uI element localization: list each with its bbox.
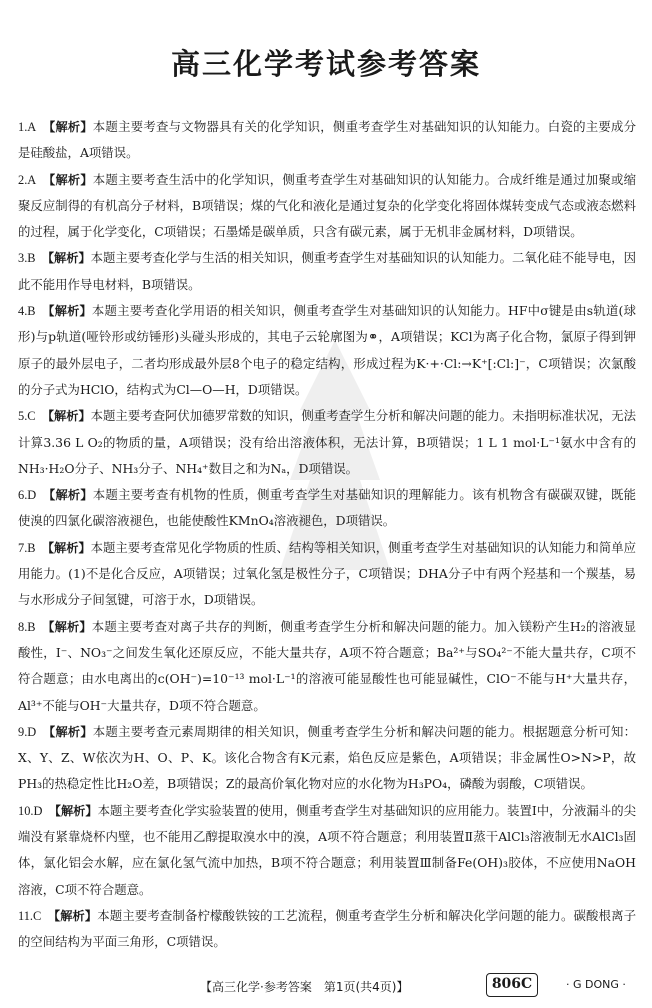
analysis-tag: 【解析】 bbox=[47, 409, 91, 424]
answer-text: 本题主要考查与文物器具有关的化学知识，侧重考查学生对基础知识的认知能力。白瓷的主要成分是硅酸盐，A项错误。 bbox=[18, 119, 637, 161]
answer-number: 11.C bbox=[18, 908, 42, 923]
answer-text: 本题主要考查元素周期律的相关知识，侧重考查学生分析和解决问题的能力。根据题意分析可知：X、Y、Z、W依次为H、O、P、K。该化合物含有K元素，焰色反应是紫色，A项错误；非金属性O>N>P，故PH₃的热稳定性比H₂O差，B项错误；Z的最高价氧化物对应的水化物为H₃PO₄，磷酸为弱酸，C项错误。 bbox=[18, 723, 637, 792]
answer-item bbox=[18, 535, 636, 614]
answer-number: 10.D bbox=[18, 803, 43, 818]
answer-text: 本题主要考查有机物的性质，侧重考查学生对基础知识的理解能力。该有机物含有碳碳双键，既能使溴的四氯化碳溶液褪色，也能使酸性KMnO₄溶液褪色，D项错误。 bbox=[18, 487, 637, 529]
analysis-tag: 【解析】 bbox=[49, 724, 93, 739]
answer-text: 本题主要考查对离子共存的判断，侧重考查学生分析和解决问题的能力。加入镁粉产生H₂的溶液显酸性，I⁻、NO₃⁻之间发生氧化还原反应，不能大量共存，A项不符合题意；Ba²⁺与SO₄²⁻不能大量共存，C项不符合题意；由水电离出的c(OH⁻)=10⁻¹³ mol·L⁻¹的溶液可能显酸性也可能显碱性，ClO⁻不能与H⁺大量共存，Al³⁺不能与OH⁻大量共存，D项不符合题意。 bbox=[18, 618, 636, 713]
answer-list bbox=[18, 114, 636, 956]
page-title: 高三化学考试参考答案 bbox=[170, 47, 481, 81]
answer-number: 3.B bbox=[18, 251, 36, 266]
answer-text: 本题主要考查制备柠檬酸铁铵的工艺流程，侧重考查学生分析和解决化学问题的能力。碳酸根离子的空间结构为平面三角形，C项错误。 bbox=[18, 907, 637, 950]
answer-number: 6.D bbox=[18, 488, 37, 503]
answer-item bbox=[18, 903, 636, 956]
analysis-tag: 【解析】 bbox=[47, 251, 91, 266]
answer-number: 9.D bbox=[18, 724, 37, 739]
footer-brand: · G DONG · bbox=[566, 978, 626, 991]
answer-item bbox=[18, 614, 636, 719]
answer-number: 1.A bbox=[18, 120, 37, 134]
analysis-tag: 【解析】 bbox=[48, 619, 92, 634]
page-footer bbox=[0, 970, 652, 1000]
answer-text: 本题主要考查阿伏加德罗常数的知识，侧重考查学生分析和解决问题的能力。未指明标准状况，无法计算3.36 L O₂的物质的量，A项错误；没有给出溶液体积，无法计算，B项错误；1 L 1 mol·L⁻¹氨水中含有的NH₃·H₂O分子、NH₃分子、NH₄⁺数目之和为Nₐ，D项错误。 bbox=[18, 408, 637, 476]
answer-item bbox=[18, 167, 636, 246]
answer-text: 本题主要考查常见化学物质的性质、结构等相关知识，侧重考查学生对基础知识的认知能力和简单应用能力。(1)不是化合反应，A项错误；过氧化氢是极性分子，C项错误；DHA分子中有两个羟基和一个羰基，易与水形成分子间氢键，可溶于水，D项错误。 bbox=[18, 539, 637, 608]
answer-item bbox=[18, 403, 636, 482]
answer-text: 本题主要考查化学用语的相关知识，侧重考查学生对基础知识的认知能力。HF中σ键是由s轨道(球形)与p轨道(哑铃形或纺锤形)头碰头形成的，其电子云轮廓图为⚭，A项错误；KCl为离子化合物，氯原子得到钾原子的最外层电子，二者均形成最外层8个电子的稳定结构，形成过程为K·+·Cl:→K⁺[:Cl:]⁻，C项错误；次氯酸的分子式为HClO，结构式为Cl—O—H，D项错误。 bbox=[18, 303, 636, 397]
answer-item bbox=[18, 298, 636, 403]
analysis-tag: 【解析】 bbox=[53, 908, 98, 923]
answer-item bbox=[18, 245, 636, 298]
answer-item bbox=[18, 719, 636, 798]
answer-text: 本题主要考查化学实验装置的使用，侧重考查学生对基础知识的应用能力。装置Ⅰ中，分液漏斗的尖端没有紧靠烧杯内壁，也不能用乙醇提取溴水中的溴，A项不符合题意；利用装置Ⅱ蒸干AlCl₃溶液制无水AlCl₃固体，氯化铝会水解，应在氯化氢气流中加热，B项不符合题意；利用装置Ⅲ制备Fe(OH)₃胶体，不应使用NaOH溶液，C项不符合题意。 bbox=[18, 802, 636, 897]
answer-item bbox=[18, 114, 636, 167]
analysis-tag: 【解析】 bbox=[47, 540, 91, 555]
analysis-tag: 【解析】 bbox=[48, 304, 92, 319]
answer-number: 8.B bbox=[18, 619, 36, 634]
exam-code-badge: 806C bbox=[486, 973, 538, 997]
answer-number: 2.A bbox=[18, 172, 37, 187]
answer-number: 5.C bbox=[18, 409, 36, 424]
answer-text: 本题主要考查生活中的化学知识，侧重考查学生对基础知识的认知能力。合成纤维是通过加聚或缩聚反应制得的有机高分子材料，B项错误；煤的气化和液化是通过复杂的化学变化将固体煤转变成气态或液态燃料的过程，属于化学变化，C项错误；石墨烯是碳单质，只含有碳元素，属于无机非金属材料，D项错误。 bbox=[18, 171, 637, 240]
answer-item bbox=[18, 482, 636, 535]
answer-number: 4.B bbox=[18, 304, 36, 319]
answer-text: 本题主要考查化学与生活的相关知识，侧重考查学生对基础知识的认知能力。二氧化硅不能导电，因此不能用作导电材料，B项错误。 bbox=[18, 250, 637, 292]
answer-item bbox=[18, 798, 636, 903]
analysis-tag: 【解析】 bbox=[49, 488, 93, 503]
analysis-tag: 【解析】 bbox=[49, 172, 93, 187]
footer-text: 【高三化学·参考答案 第1页(共4页)】 bbox=[200, 980, 409, 994]
analysis-tag: 【解析】 bbox=[54, 803, 98, 818]
analysis-tag: 【解析】 bbox=[49, 120, 93, 134]
answer-number: 7.B bbox=[18, 540, 36, 555]
